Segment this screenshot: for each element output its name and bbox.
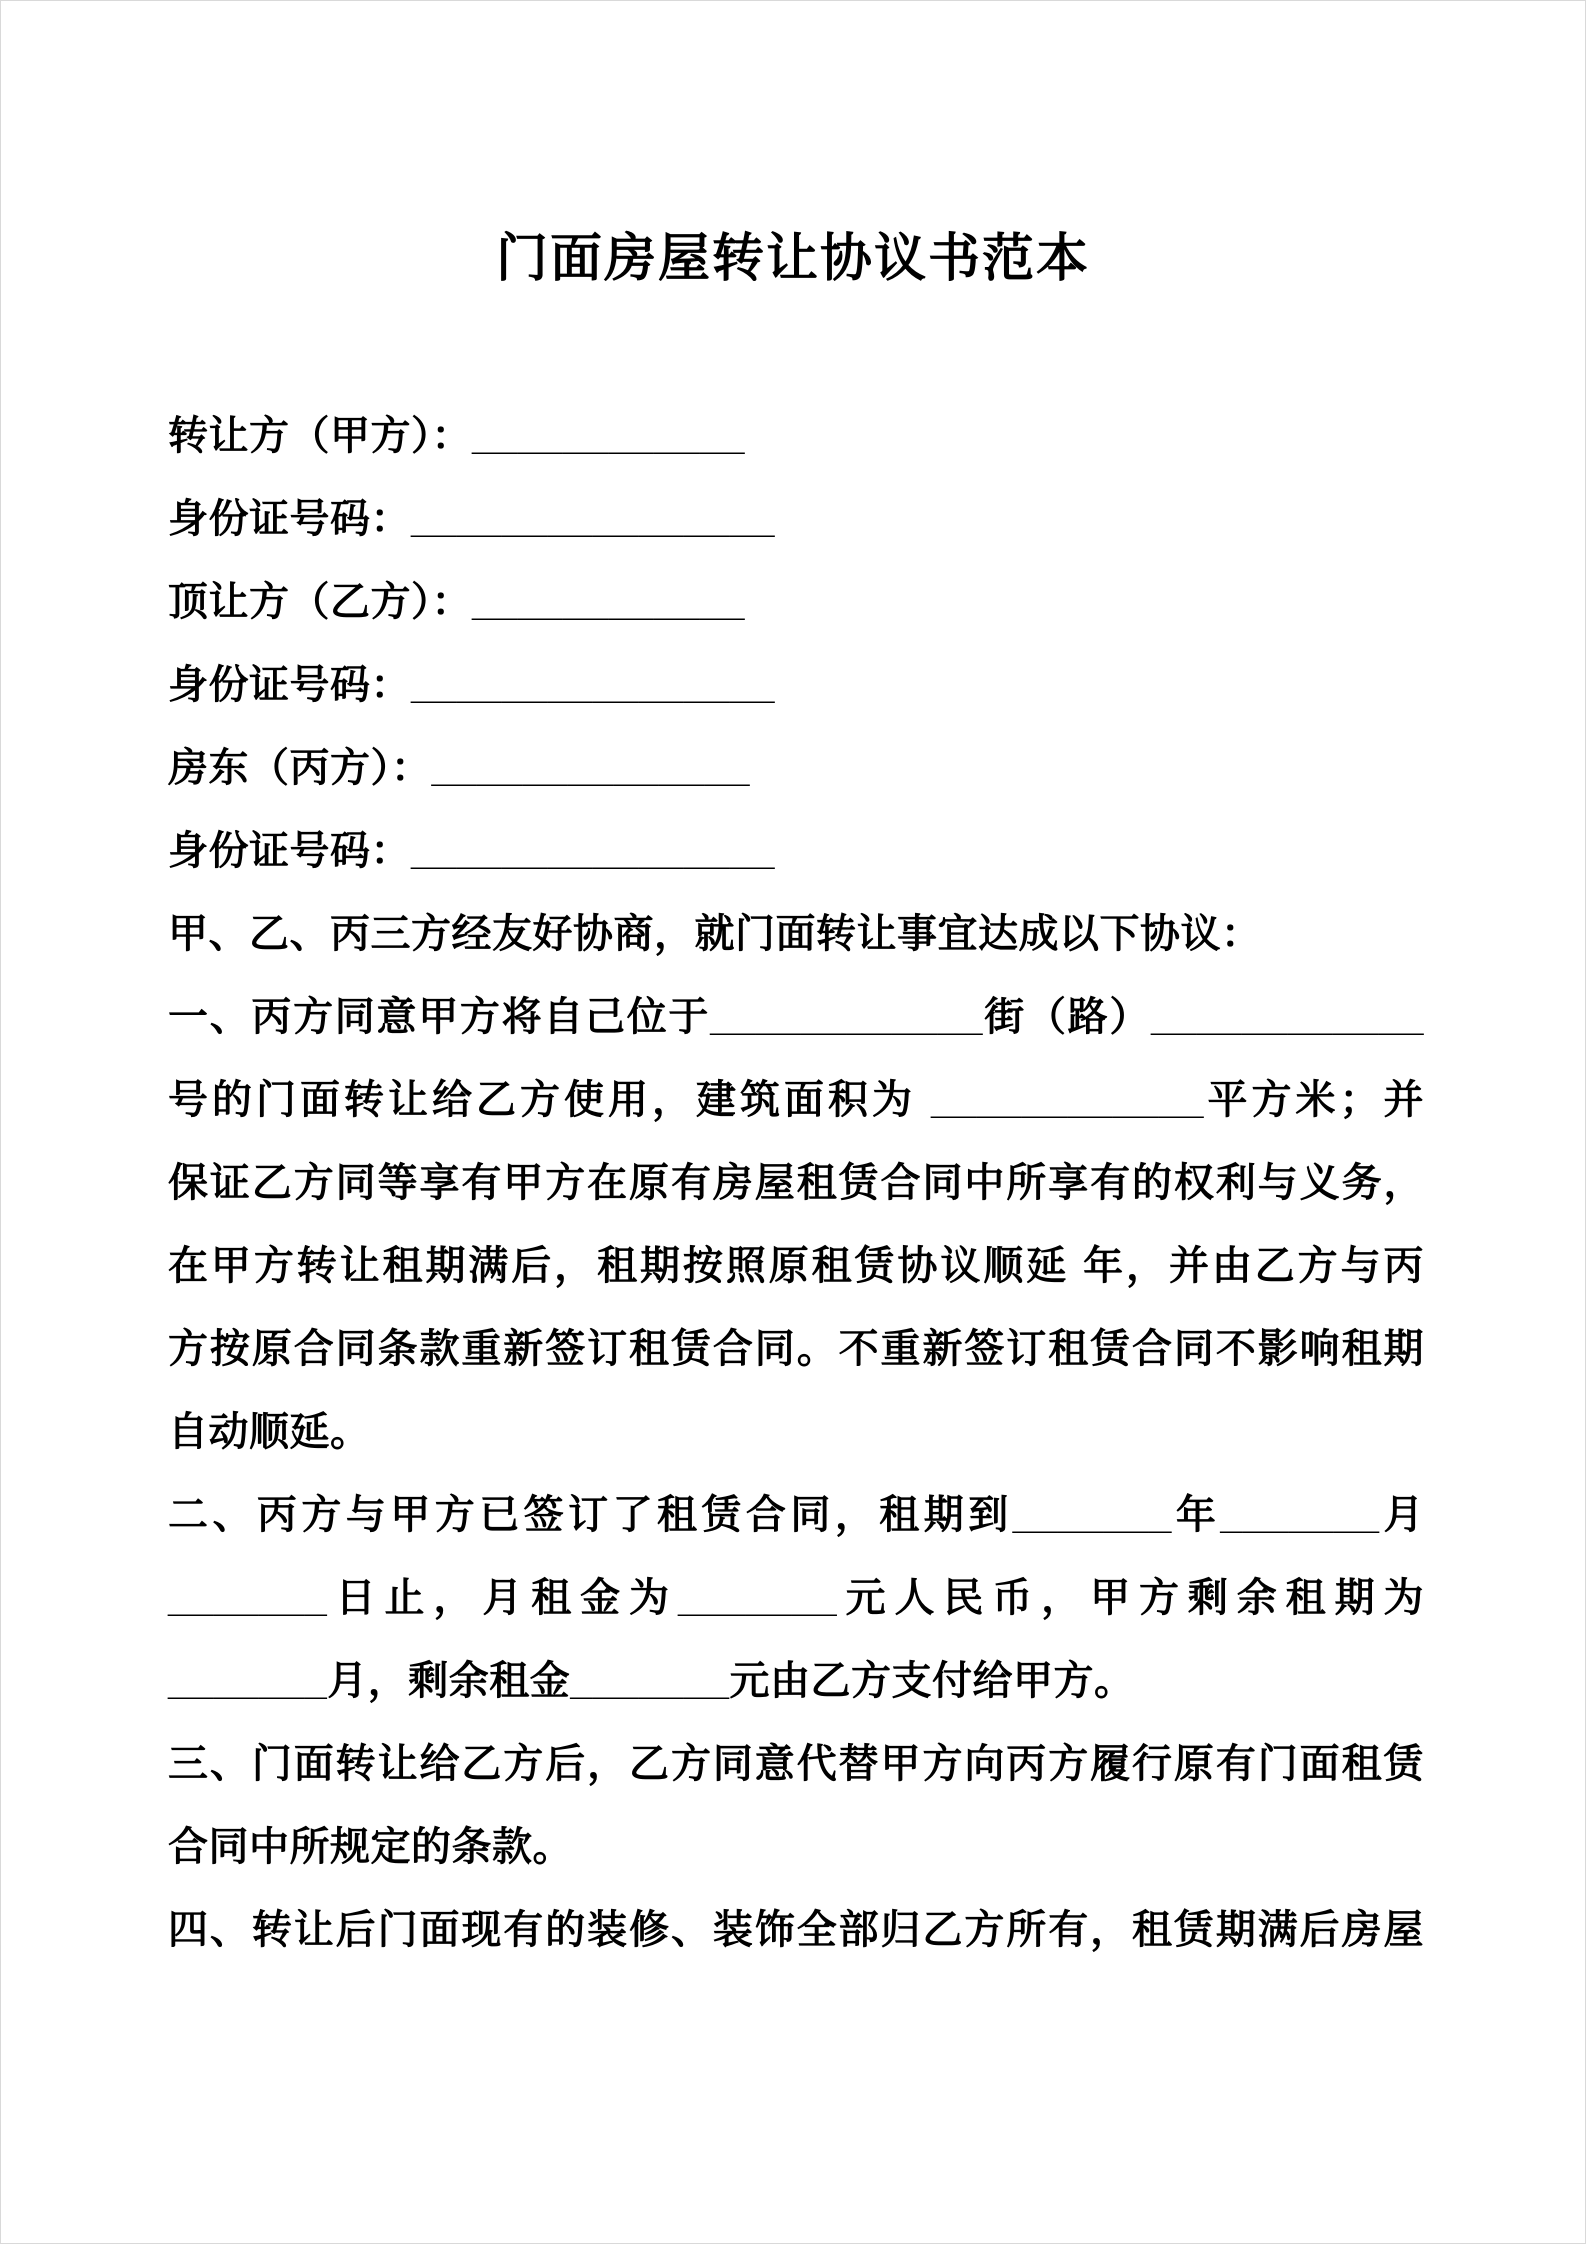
document-line-13: 自动顺延。 [168, 1410, 371, 1454]
document-line-3: 顶让方（乙方）：____________ [168, 580, 745, 624]
document-line-15: _______日止，月租金为_______元人民币，甲方剩余租期为 [168, 1576, 1424, 1620]
document-line-8: 一、丙方同意甲方将自己位于____________街（路）____________ [168, 995, 1424, 1039]
document-line-11: 在甲方转让租期满后，租期按照原租赁协议顺延 年，并由乙方与丙 [168, 1244, 1424, 1288]
document-line-1: 转让方（甲方）：____________ [168, 414, 745, 458]
document-line-2: 身份证号码：________________ [168, 497, 775, 541]
document-line-12: 方按原合同条款重新签订租赁合同。不重新签订租赁合同不影响租期 [168, 1327, 1424, 1371]
document-line-5: 房东（丙方）：______________ [168, 746, 750, 790]
document-line-10: 保证乙方同等享有甲方在原有房屋租赁合同中所享有的权利与义务， [168, 1161, 1424, 1205]
document-title: 门面房屋转让协议书范本 [495, 230, 1090, 288]
document-body [168, 395, 1424, 1972]
document-line-16: _______月，剩余租金_______元由乙方支付给甲方。 [168, 1659, 1135, 1703]
document-line-4: 身份证号码：________________ [168, 663, 775, 707]
document-line-6: 身份证号码：________________ [168, 829, 775, 873]
document-line-17: 三、门面转让给乙方后，乙方同意代替甲方向丙方履行原有门面租赁 [168, 1742, 1424, 1786]
document-line-18: 合同中所规定的条款。 [168, 1825, 573, 1869]
document-line-14: 二、丙方与甲方已签订了租赁合同，租期到_______年_______月 [168, 1493, 1424, 1537]
document-line-7: 甲、乙、丙三方经友好协商，就门面转让事宜达成以下协议： [168, 912, 1262, 956]
document-line-9: 号的门面转让给乙方使用，建筑面积为 ____________平方米；并 [168, 1078, 1424, 1122]
document-line-19: 四、转让后门面现有的装修、装饰全部归乙方所有，租赁期满后房屋 [168, 1908, 1424, 1952]
